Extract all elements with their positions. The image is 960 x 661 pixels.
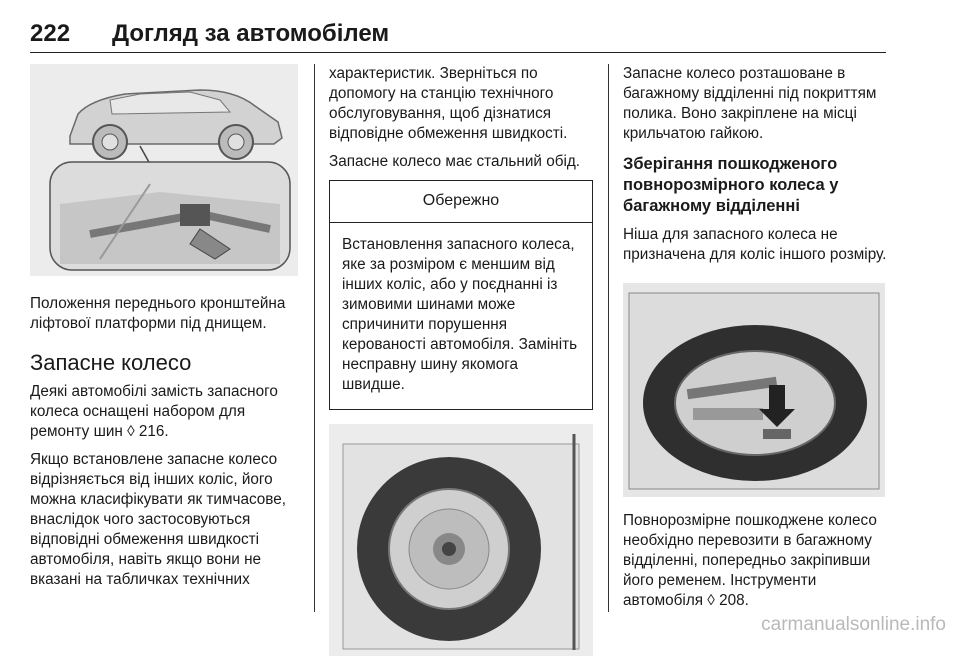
caution-box: [329, 180, 593, 410]
spare-wheel-illustration: [329, 424, 593, 656]
page-number: 222: [30, 20, 71, 47]
damaged-wheel-figure: [623, 283, 885, 497]
paragraph: Ніша для запасного колеса не призначена для коліс іншого розміру.: [623, 226, 887, 263]
paragraph: Запасне колесо має стальний обід.: [329, 153, 581, 170]
section-heading: Запасне колесо: [30, 350, 192, 375]
paragraph: Якщо встановлене запасне колесо відрізняється від інших коліс, його можна класифікувати як тимчасове, внаслідок чого застосовуються відповідні обмеження швидкості автомобіля, навіть якщо вони не вказані на табличках технічних: [30, 451, 287, 588]
watermark: carmanualsonline.info: [761, 614, 946, 635]
paragraph: Деякі автомобілі замість запасного колеса оснащені набором для ремонту шин ◊ 216.: [30, 383, 278, 440]
caution-title: Обережно: [330, 181, 592, 223]
section-heading: Зберігання пошкодженого повнорозмірного колеса у багажному відділенні: [623, 155, 839, 215]
column-middle: [329, 64, 593, 656]
caution-text: Встановлення запасного колеса, яке за розміром є меншим від інших коліс, або у поєднанні із зимовими шинами може спричинити порушення керованості автомобіля. Замініть несправну шину якомога швидше.: [342, 236, 578, 393]
paragraph: характеристик. Зверніться по допомогу на станцію технічного обслуговування, щоб дізнатися відповідне обмеження швидкості.: [329, 65, 568, 142]
paragraph: Запасне колесо розташоване в багажному відділенні під покриттям полика. Воно закріплене на місці крильчатою гайкою.: [623, 65, 877, 142]
column-right: [623, 64, 893, 619]
column-left: [30, 64, 298, 598]
column-divider: [608, 64, 609, 612]
chapter-title: Догляд за автомобілем: [112, 20, 390, 47]
column-divider: [314, 64, 315, 612]
car-lift-illustration: [30, 64, 298, 276]
figure-caption: Повнорозмірне пошкоджене колесо необхідно перевозити в багажному відділенні, попередньо закріпивши його ременем. Інструменти автомобіля ◊ 208.: [623, 512, 877, 609]
figure-caption: Положення переднього кронштейна ліфтової платформи під днищем.: [30, 295, 286, 332]
spare-wheel-figure: [329, 424, 593, 656]
page-header: [30, 18, 886, 53]
car-lift-figure: [30, 64, 298, 276]
damaged-wheel-illustration: [623, 283, 885, 497]
